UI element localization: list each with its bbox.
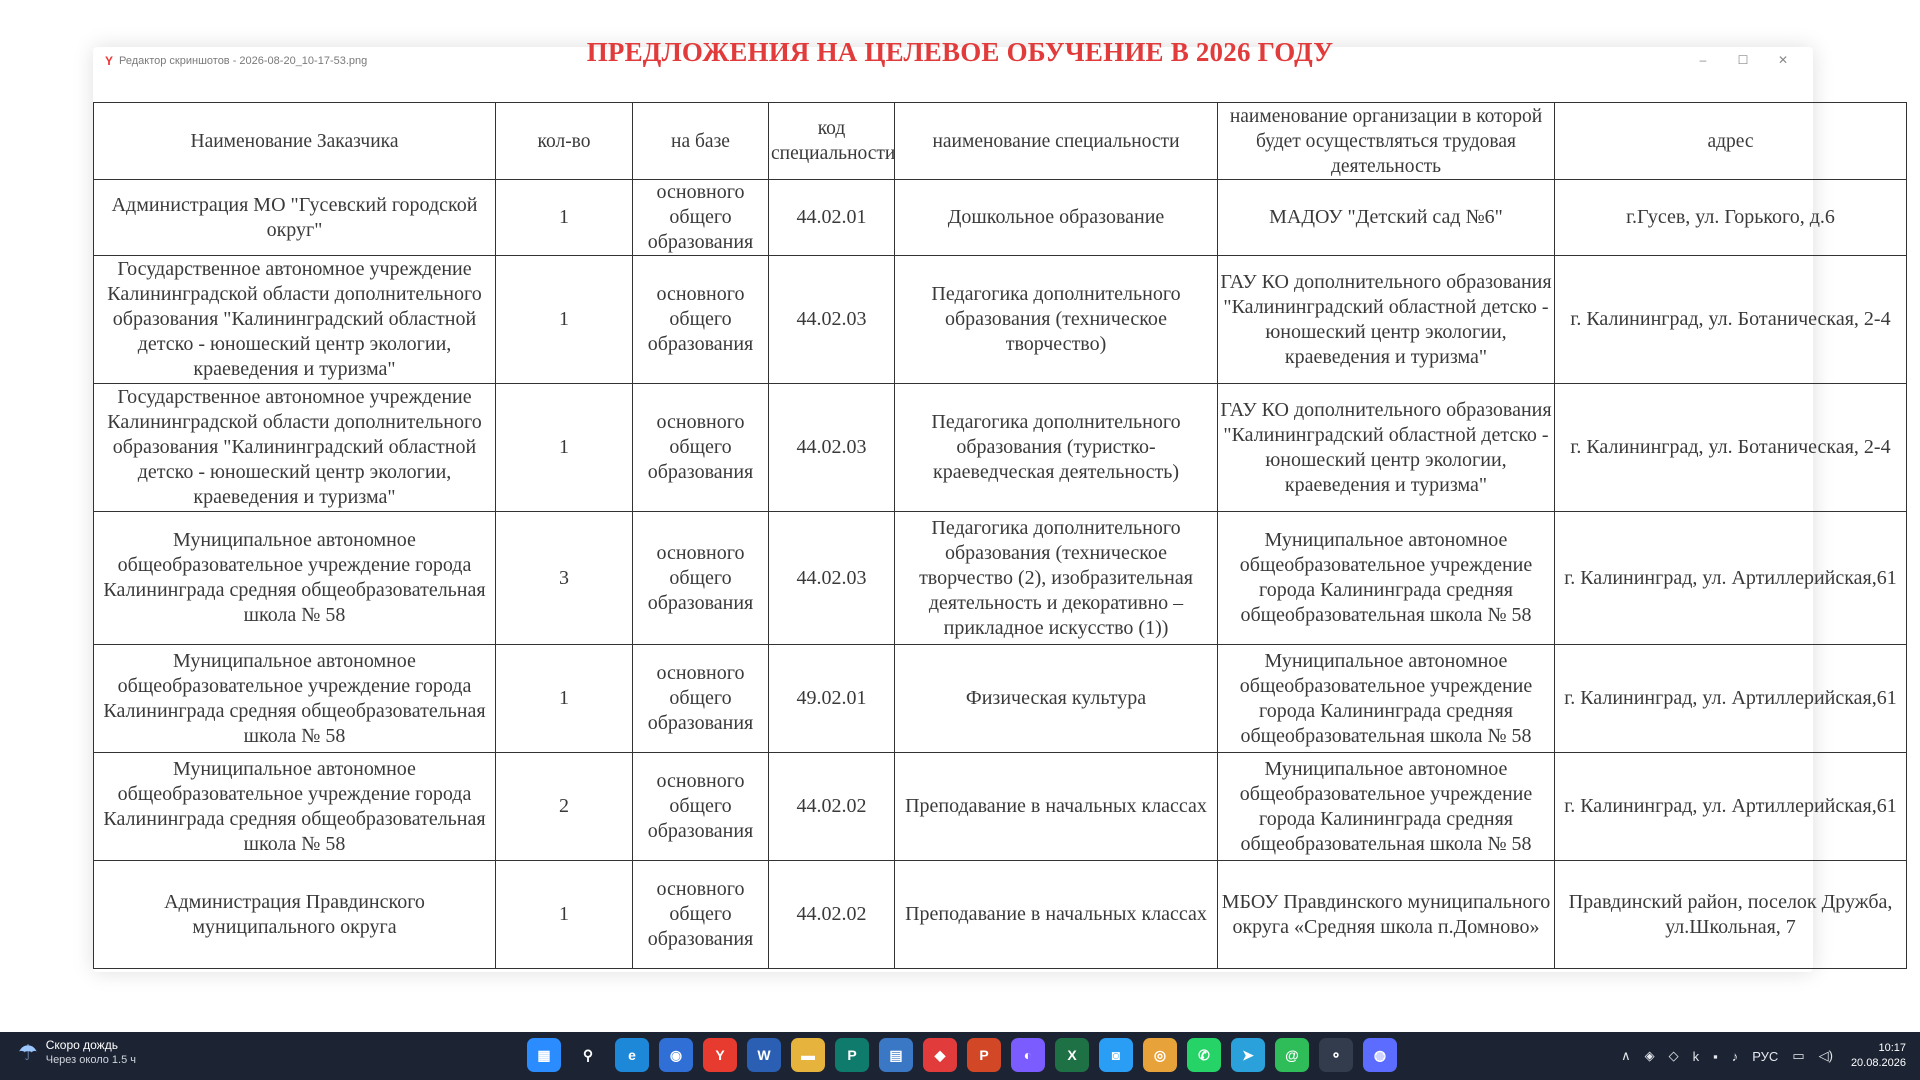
video-call-icon[interactable]: ◍ xyxy=(1363,1038,1397,1072)
cell-address: г. Калининград, ул. Ботаническая, 2-4 xyxy=(1555,256,1907,384)
cell-customer: Администрация Правдинского муниципального округа xyxy=(94,861,496,969)
cell-customer: Муниципальное автономное общеобразовательное учреждение города Калининграда средняя общеобразовательная школа № 58 xyxy=(94,512,496,645)
word-icon[interactable]: W xyxy=(747,1038,781,1072)
cell-specialty-code: 44.02.03 xyxy=(769,512,895,645)
tray-app-icon[interactable]: k xyxy=(1692,1048,1700,1064)
cell-specialty-name: Педагогика дополнительного образования (техническое творчество (2), изобразительная деятельность и декоративно – прикладное искусство (1)) xyxy=(895,512,1218,645)
cell-specialty-code: 44.02.03 xyxy=(769,384,895,512)
clock-time: 10:17 xyxy=(1878,1042,1906,1054)
cell-specialty-code: 44.02.02 xyxy=(769,753,895,861)
cell-base: основного общего образования xyxy=(633,512,769,645)
cell-specialty-code: 44.02.03 xyxy=(769,256,895,384)
table-row xyxy=(94,384,1907,512)
document-title: ПРЕДЛОЖЕНИЯ НА ЦЕЛЕВОЕ ОБУЧЕНИЕ В 2026 ГОДУ xyxy=(586,37,1334,67)
taskbar xyxy=(0,1032,1920,1080)
tray-app-icon[interactable]: ◈ xyxy=(1644,1048,1655,1063)
header-customer: Наименование Заказчика xyxy=(94,103,496,180)
cell-specialty-code: 44.02.01 xyxy=(769,180,895,256)
cell-base: основного общего образования xyxy=(633,861,769,969)
cell-organization: Муниципальное автономное общеобразовательное учреждение города Калининграда средняя общеобразовательная школа № 58 xyxy=(1218,753,1555,861)
table-row xyxy=(94,861,1907,969)
cell-base: основного общего образования xyxy=(633,753,769,861)
cell-quantity: 1 xyxy=(496,861,633,969)
cell-organization: ГАУ КО дополнительного образования "Калининградский областной детско - юношеский центр экологии, краеведения и туризма" xyxy=(1218,256,1555,384)
table-row xyxy=(94,180,1907,256)
system-tray xyxy=(1607,1032,1906,1080)
cell-address: г. Калининград, ул. Артиллерийская,61 xyxy=(1555,753,1907,861)
cell-quantity: 1 xyxy=(496,384,633,512)
minimize-button[interactable]: – xyxy=(1699,53,1707,67)
chevron-up-icon[interactable]: ∧ xyxy=(1621,1048,1631,1063)
windows-start-icon[interactable]: ▦ xyxy=(527,1038,561,1072)
table-row xyxy=(94,256,1907,384)
cell-customer: Государственное автономное учреждение Калининградской области дополнительного образования "Калининградский областной детско - юношеский центр экологии, краеведения и туризма" xyxy=(94,384,496,512)
table-row xyxy=(94,512,1907,645)
cell-base: основного общего образования xyxy=(633,256,769,384)
table-header-row xyxy=(94,103,1907,180)
calculator-icon[interactable]: ▤ xyxy=(879,1038,913,1072)
anydesk-icon[interactable]: ◆ xyxy=(923,1038,957,1072)
close-button[interactable]: ✕ xyxy=(1777,53,1789,67)
cell-organization: Муниципальное автономное общеобразовательное учреждение города Калининграда средняя общеобразовательная школа № 58 xyxy=(1218,645,1555,753)
mail-ru-icon[interactable]: @ xyxy=(1275,1038,1309,1072)
cell-specialty-name: Педагогика дополнительного образования (техническое творчество) xyxy=(895,256,1218,384)
cell-address: г. Калининград, ул. Артиллерийская,61 xyxy=(1555,645,1907,753)
cell-quantity: 2 xyxy=(496,753,633,861)
cell-customer: Администрация МО "Гусевский городской округ" xyxy=(94,180,496,256)
yandex-logo-icon: Y xyxy=(105,53,114,68)
header-specialty-name: наименование специальности xyxy=(895,103,1218,180)
chrome-icon[interactable]: ◎ xyxy=(1143,1038,1177,1072)
globe-app-icon[interactable]: ◉ xyxy=(659,1038,693,1072)
cell-customer: Муниципальное автономное общеобразовательное учреждение города Калининграда средняя общеобразовательная школа № 58 xyxy=(94,753,496,861)
cell-specialty-name: Дошкольное образование xyxy=(895,180,1218,256)
file-explorer-icon[interactable]: ▬ xyxy=(791,1038,825,1072)
weather-widget[interactable] xyxy=(18,1038,136,1068)
cell-quantity: 1 xyxy=(496,645,633,753)
offers-table xyxy=(93,102,1907,969)
cell-base: основного общего образования xyxy=(633,645,769,753)
weather-title: Скоро дождь xyxy=(45,1038,118,1052)
telegram-icon[interactable]: ➤ xyxy=(1231,1038,1265,1072)
cell-specialty-code: 44.02.02 xyxy=(769,861,895,969)
yandex-browser-icon[interactable]: Y xyxy=(703,1038,737,1072)
editor-window-title: Редактор скриншотов - 2026-08-20_10-17-53.png xyxy=(119,54,368,67)
microphone-icon[interactable]: ♪ xyxy=(1731,1048,1739,1064)
search-icon[interactable]: ⚲ xyxy=(571,1038,605,1072)
cell-specialty-name: Преподавание в начальных классах xyxy=(895,753,1218,861)
cell-customer: Государственное автономное учреждение Калининградской области дополнительного образования "Калининградский областной детско - юношеский центр экологии, краеведения и туризма" xyxy=(94,256,496,384)
header-quantity: кол-во xyxy=(496,103,633,180)
maximize-button[interactable]: ☐ xyxy=(1737,53,1749,67)
messenger-icon[interactable]: ◙ xyxy=(1099,1038,1133,1072)
table-row xyxy=(94,753,1907,861)
cell-customer: Муниципальное автономное общеобразовательное учреждение города Калининграда средняя общеобразовательная школа № 58 xyxy=(94,645,496,753)
cell-organization: Муниципальное автономное общеобразовательное учреждение города Калининграда средняя общеобразовательная школа № 58 xyxy=(1218,512,1555,645)
rain-cloud-icon: ☂ xyxy=(18,1040,38,1065)
edge-icon[interactable]: e xyxy=(615,1038,649,1072)
language-indicator[interactable]: РУС xyxy=(1752,1048,1779,1064)
cell-specialty-code: 49.02.01 xyxy=(769,645,895,753)
table-row xyxy=(94,645,1907,753)
header-specialty-code: код специальности xyxy=(769,103,895,180)
cell-address: г. Калининград, ул. Ботаническая, 2-4 xyxy=(1555,384,1907,512)
tray-app-icon[interactable]: ▪ xyxy=(1713,1048,1718,1064)
cell-quantity: 1 xyxy=(496,256,633,384)
cell-specialty-name: Педагогика дополнительного образования (туристко-краеведческая деятельность) xyxy=(895,384,1218,512)
publisher-icon[interactable]: P xyxy=(835,1038,869,1072)
clock[interactable] xyxy=(1851,1041,1906,1071)
powerpoint-icon[interactable]: P xyxy=(967,1038,1001,1072)
cell-specialty-name: Преподавание в начальных классах xyxy=(895,861,1218,969)
clock-date: 20.08.2026 xyxy=(1850,1057,1906,1069)
network-icon[interactable]: ▭ xyxy=(1792,1048,1805,1063)
cell-address: г. Калининград, ул. Артиллерийская,61 xyxy=(1555,512,1907,645)
cell-address: Правдинский район, поселок Дружба, ул.Школьная, 7 xyxy=(1555,861,1907,969)
cell-organization: МАДОУ "Детский сад №6" xyxy=(1218,180,1555,256)
whatsapp-icon[interactable]: ✆ xyxy=(1187,1038,1221,1072)
cell-specialty-name: Физическая культура xyxy=(895,645,1218,753)
weather-subtitle: Через около 1.5 ч xyxy=(45,1054,137,1066)
header-address: адрес xyxy=(1555,103,1907,180)
excel-icon[interactable]: X xyxy=(1055,1038,1089,1072)
cell-quantity: 3 xyxy=(496,512,633,645)
cell-quantity: 1 xyxy=(496,180,633,256)
tray-app-icon[interactable]: ◇ xyxy=(1668,1048,1679,1063)
cell-organization: ГАУ КО дополнительного образования "Калининградский областной детско - юношеский центр экологии, краеведения и туризма" xyxy=(1218,384,1555,512)
cell-address: г.Гусев, ул. Горького, д.6 xyxy=(1555,180,1907,256)
dots-app-icon[interactable]: ⚬ xyxy=(1319,1038,1353,1072)
volume-icon[interactable]: ◁) xyxy=(1818,1048,1833,1063)
cell-organization: МБОУ Правдинского муниципального округа «Средняя школа п.Домново» xyxy=(1218,861,1555,969)
header-base: на базе xyxy=(633,103,769,180)
taskbar-apps xyxy=(527,1038,1407,1074)
header-organization: наименование организации в которой будет осуществляться трудовая деятельность xyxy=(1218,103,1555,180)
cell-base: основного общего образования xyxy=(633,384,769,512)
cell-base: основного общего образования xyxy=(633,180,769,256)
copilot-icon[interactable]: ◐ xyxy=(1011,1038,1045,1072)
